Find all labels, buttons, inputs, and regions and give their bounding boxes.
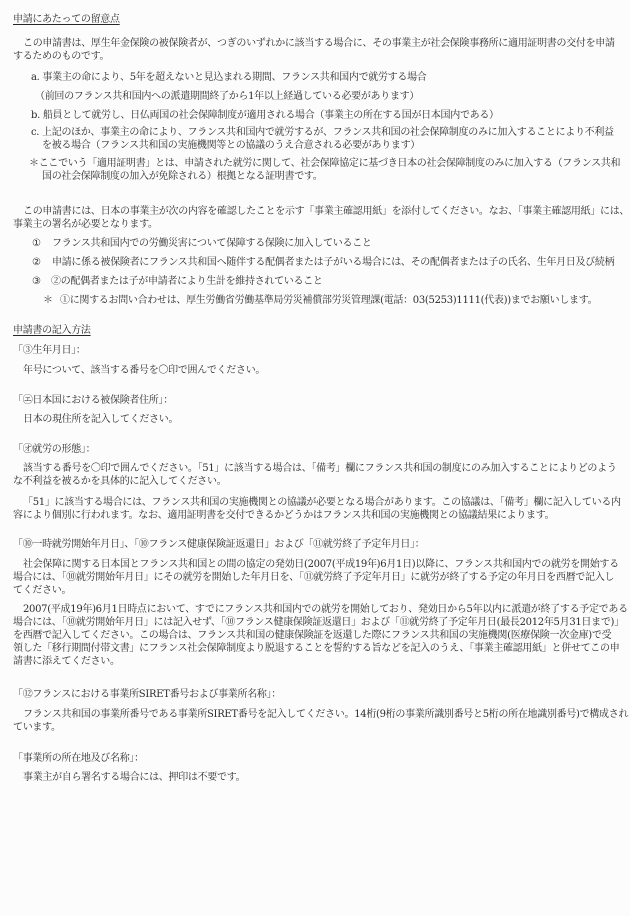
certificate-definition-note: 国の社会保障制度の加入が免除される）根拠となる証明書です。 bbox=[42, 171, 323, 182]
attachment-line: この申請書には、日本の事業主が次の内容を確認したことを示す「事業主確認用紙」を添付してください。なお、「事業主確認用紙」には、 bbox=[23, 206, 630, 217]
intro-line: この申請書は、厚生年金保険の被保険者が、つぎのいずれかに該当する場合に、その事業主が社会保険事務所に適用証明書の交付を申請 bbox=[23, 38, 615, 49]
circled-number-3-marker: ③ bbox=[32, 276, 41, 287]
field-description: 領した「移行期間付帯文書」にフランス社会保障制度より脱退することを誓約する旨などを記入のうえ、「事業主確認用紙」と併せてこの申 bbox=[13, 643, 620, 654]
certificate-definition-note: ＊ここでいう「適用証明書」とは、申請された就労に関して、社会保障協定に基づき日本の社会保障制度のみに加入する（フランス共和 bbox=[29, 158, 621, 169]
circled-number-2-marker: ② bbox=[32, 257, 41, 268]
field-description: 2007(平成19年)6月1日時点において、すでにフランス共和国内での就労を開始しており、発効日から5年以内に派遣が終了する予定である bbox=[23, 604, 628, 615]
field-description: 社会保障に関する日本国とフランス共和国との間の協定の発効日(2007(平成19年)6月1日)以降に、フランス共和国内での就労を開始する bbox=[23, 559, 619, 570]
field-description: 該当する番号を〇印で囲んでください。「51」に該当する場合は、「備考」欄にフランス共和国の制度にのみ加入することによりどのよう bbox=[23, 463, 617, 474]
case-c-line: を被る場合（フランス共和国の実施機関等との協議のうえ合意される必要があります） bbox=[42, 140, 420, 151]
case-c-line: c. 上記のほか、事業主の命により、フランス共和国内で就労するが、フランス共和国の社会保障制度のみに加入することにより不利益 bbox=[31, 127, 614, 138]
field-description: 事業主が自ら署名する場合には、押印は不要です。 bbox=[23, 772, 246, 783]
requirement-text: 申請に係る被保険者にフランス共和国へ随伴する配偶者または子がいる場合には、その配偶者または子の氏名、生年月日及び続柄 bbox=[52, 257, 615, 268]
intro-line: するためのものです。 bbox=[13, 51, 110, 62]
field-description: てください。 bbox=[13, 585, 72, 596]
inquiry-note-text: ①に関するお問い合わせは、厚生労働省労働基準局労災補償部労災管理課(電話：03(5253)1111(代表))までお願いします。 bbox=[60, 295, 598, 306]
field-description: 「51」に該当する場合には、フランス共和国の実施機関との協議が必要となる場合があります。この協議は、「備考」欄に記入している内 bbox=[23, 497, 621, 508]
section-heading-instructions: 申請書の記入方法 bbox=[13, 325, 91, 336]
field-label: 「事業所の所在地及び名称」： bbox=[13, 753, 144, 764]
requirement-text: ②の配偶者または子が申請者により生計を維持されていること bbox=[51, 276, 323, 287]
field-description: 容により個別に行われます。なお、適用証明書を交付できるかどうかはフランス共和国の実施機関との協議結果によります。 bbox=[13, 510, 555, 521]
case-a-note: （前回のフランス共和国内への派遣期間終了から1年以上経過している必要があります） bbox=[35, 91, 420, 102]
field-description: ています。 bbox=[13, 722, 61, 733]
field-description: フランス共和国の事業所番号である事業所SIRET番号を記入してください。14桁(9桁の事業所識別番号と5桁の所在地識別番号)で構成され bbox=[23, 709, 629, 720]
circled-number-1-marker: ① bbox=[32, 238, 41, 249]
case-a: a. 事業主の命により、5年を超えないと見込まれる期間、フランス共和国内で就労する場合 bbox=[31, 72, 427, 83]
field-description: 日本の現住所を記入してください。 bbox=[23, 414, 179, 425]
field-description: 場合には、「⑩就労開始年月日」にその就労を開始した年月日を、「⑪就労終了予定年月日」に就労が終了する予定の年月日を西暦で記入し bbox=[13, 572, 615, 583]
attachment-line: 事業主の署名が必要となります。 bbox=[13, 219, 158, 230]
field-label: 「⑩一時就労開始年月日」、「⑩フランス健康保険証返還日」および「⑪就労終了予定年月日」： bbox=[13, 539, 425, 550]
field-label: 「③生年月日」： bbox=[13, 345, 86, 356]
field-label: 「⑫フランスにおける事業所SIRET番号および事業所名称」： bbox=[13, 689, 281, 700]
asterisk-icon: ＊ bbox=[43, 295, 53, 306]
field-description: 年号について、該当する番号を〇印で囲んでください。 bbox=[23, 365, 266, 376]
case-b: b. 船員として就労し、日仏両国の社会保障制度が適用される場合（事業主の所在する国が日本国内である） bbox=[31, 110, 499, 121]
field-label: 「㋓日本国における被保険者住所」： bbox=[13, 395, 173, 406]
field-label: 「㋔就労の形態」： bbox=[13, 444, 96, 455]
field-description: を西暦で記入してください。この場合は、フランス共和国の健康保険証を返還した際にフランス共和国の実施機関(医療保険一次金庫)で受 bbox=[13, 630, 612, 641]
requirement-text: フランス共和国内での労働災害について保障する保険に加入していること bbox=[52, 238, 372, 249]
field-description: 請書に添えてください。 bbox=[13, 656, 120, 667]
field-description: 場合には、「⑩就労開始年月日」には記入せず、「⑩フランス健康保険証返還日」および「⑪就労終了予定年月日(最長2012年5月31日まで)」 bbox=[13, 617, 624, 628]
field-description: な不利益を被るかを具体的に記入してください。 bbox=[13, 476, 227, 487]
section-heading-notes: 申請にあたっての留意点 bbox=[13, 14, 120, 25]
